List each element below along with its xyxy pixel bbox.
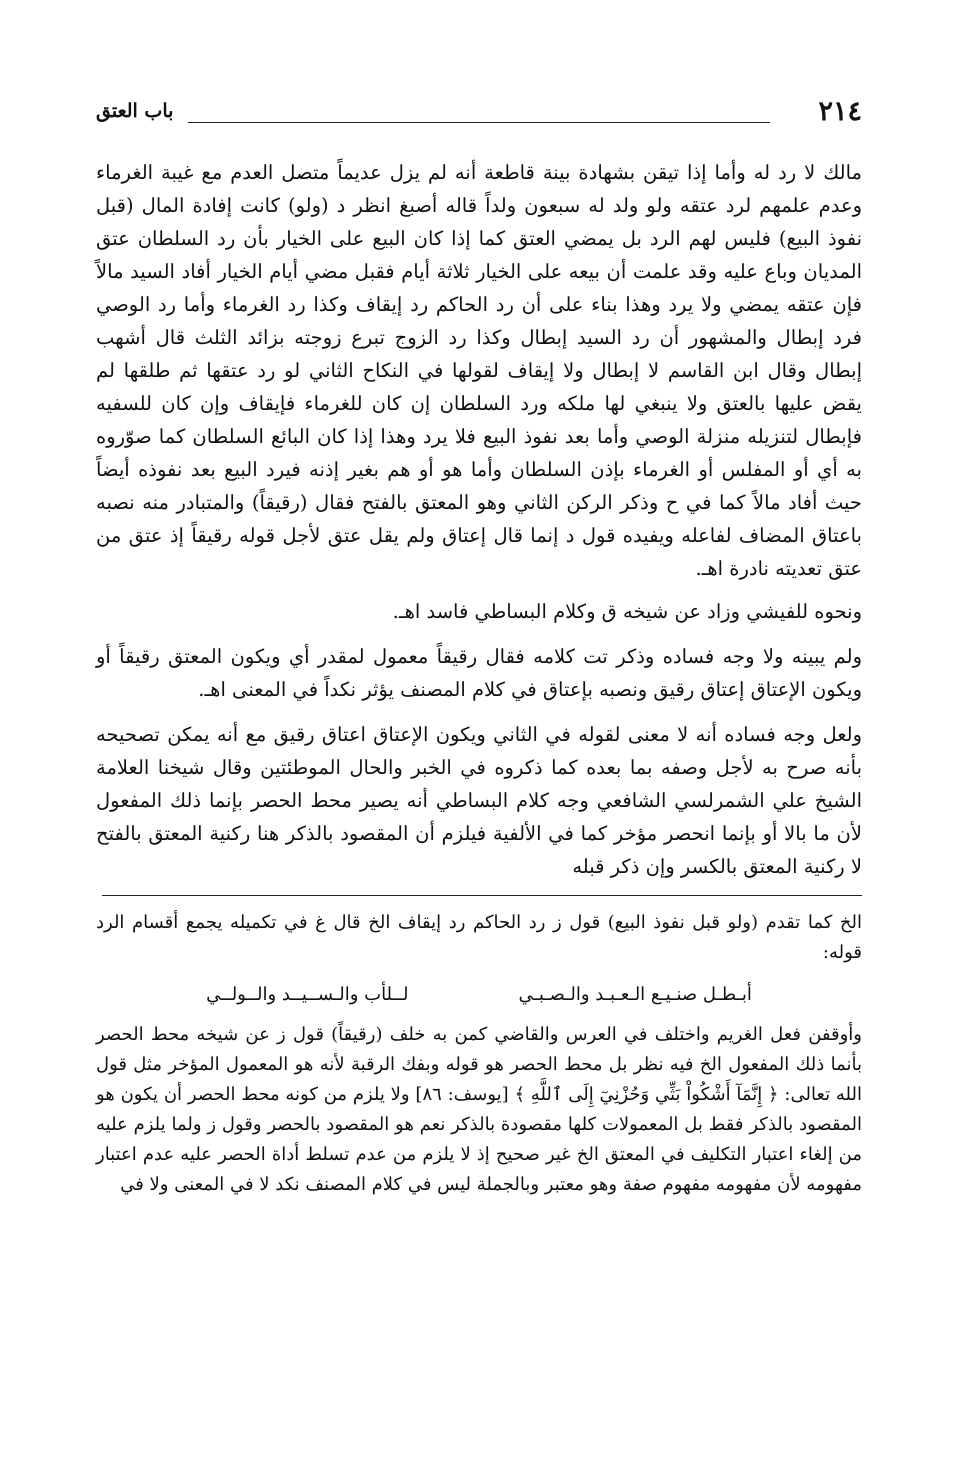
main-paragraph: ولم يبينه ولا وجه فساده وذكر تت كلامه فقال رقيقاً معمول لمقدر أي ويكون المعتق رقيقاً أو ويكون الإعتاق إعتاق رقيق ونصبه بإعتاق في كلام المصنف يؤثر نكداً في المعنى اهـ. [96,645,862,701]
main-paragraph: مالك لا رد له وأما إذا تيقن بشهادة بينة قاطعة أنه لم يزل عديماً متصل العدم مع غيبة الغرماء وعدم علمهم لرد عتقه ولو ولد له سبعون ولداً قاله أصبغ انظر د (ولو) كانت إفادة المال (قبل نفوذ البيع) فليس لهم الرد بل يمضي العتق كما إذا كان البيع على الخيار بأن رد السلطان عتق المديان وباع عليه وقد علمت أن بيعه على الخيار ثلاثة أيام فقبل مضي أيام الخيار أفاد السيد مالاً فإن عتقه يمضي ولا يرد وهذا بناء على أن رد الحاكم رد إيقاف وكذا رد الغرماء وأما رد الوصي فرد إبطال والمشهور أن رد السيد إبطال وكذا رد الزوج تبرع زوجته بزائد الثلث قال أشهب إبطال وقال ابن القاسم لا إبطال ولا إيقاف لقولها في النكاح الثاني لو رد عتقها ثم طلقها لم يقض عليها بالعتق ولا ينبغي لها ملكه ورد السلطان إن كان للغرماء فإيقاف وإن كان للسفيه فإبطال لتنزيله منزلة الوصي وأما بعد نفوذ البيع فلا يرد وهذا إذا كان البائع السلطان كما صوّروه به أي أو المفلس أو الغرماء بإذن السلطان وأما هو أو هم بغير إذنه فيرد البيع بعد نفوذه أيضاً حيث أفاد مالاً كما في ح وذكر الركن الثاني وهو المعتق بالفتح فقال (رقيقاً) والمتبادر منه نصبه باعتاق المضاف لفاعله ويفيده قول د إنما قال إعتاق ولم يقل عتق لأجل قوله رقيقاً إذ عتق من عتق تعديته نادرة اهـ. [96,161,862,580]
main-text [96,156,862,883]
main-paragraph: ولعل وجه فساده أنه لا معنى لقوله في الثاني ويكون الإعتاق اعتاق رقيق مع أنه يمكن تصحيحه بأنه صرح به لأجل وصفه بما بعده كما ذكروه في الخبر والحال الموطئتين وقال شيخنا العلامة الشيخ علي الشمرلسي الشافعي وجه كلام البساطي أنه يصير محط الحصر بإنما ذلك المفعول لأن ما بالا أو بإنما انحصر مؤخر كما في الألفية فيلزم أن المقصود بالذكر هنا ركنية المعتق بالفتح لا ركنية المعتق بالكسر وإن ذكر قبله [96,723,862,878]
main-paragraph: ونحوه للفيشي وزاد عن شيخه ق وكلام البساطي فاسد اهـ. [392,600,862,623]
poetry-verse [96,980,862,1010]
running-title: باب العتق [96,100,174,122]
page-number: ٢١٤ [818,96,862,127]
footnotes [96,908,862,1200]
header-rule [188,122,770,123]
footnote-separator [102,895,862,896]
verse-right-hemistich: أبـطـل صنـيـع الـعـبـد والـصـبـي [518,984,752,1005]
verse-left-hemistich: لــلأب والـســيــد والــولــي [206,984,409,1005]
footnote-paragraph: وأوقفن فعل الغريم واختلف في العرس والقاضي كمن به خلف (رقيقاً) قول ز عن شيخه محط الحصر بأنما ذلك المفعول الخ فيه نظر بل محط الحصر هو قوله وبفك الرقبة لأنه هو المعمول المؤخر مثل قول الله تعالى: ﴿ إِنَّمَآ أَشْكُواْ بَثِّي وَحُزْنِيٓ إِلَى ٱللَّهِ ﴾ [يوسف: ٨٦] ولا يلزم من كونه محط الحصر أن يكون هو المقصود بالذكر فقط بل المعمولات كلها مقصودة بالذكر نعم هو المقصود بالحصر وقول ز ولما يلزم عليه من إلغاء اعتبار التكليف في المعتق الخ غير صحيح إذ لا يلزم من عدم تسلط أداة الحصر عليه عدم اعتبار مفهومه لأن مفهومه مفهوم صفة وهو معتبر وبالجملة ليس في كلام المصنف نكد لا في المعنى ولا في [96,1024,862,1195]
footnote-paragraph: الخ كما تقدم (ولو قبل نفوذ البيع) قول ز رد الحاكم رد إيقاف الخ قال غ في تكميله يجمع أقسام الرد قوله: [96,912,862,963]
page-header [96,96,862,132]
book-page [96,96,862,1200]
